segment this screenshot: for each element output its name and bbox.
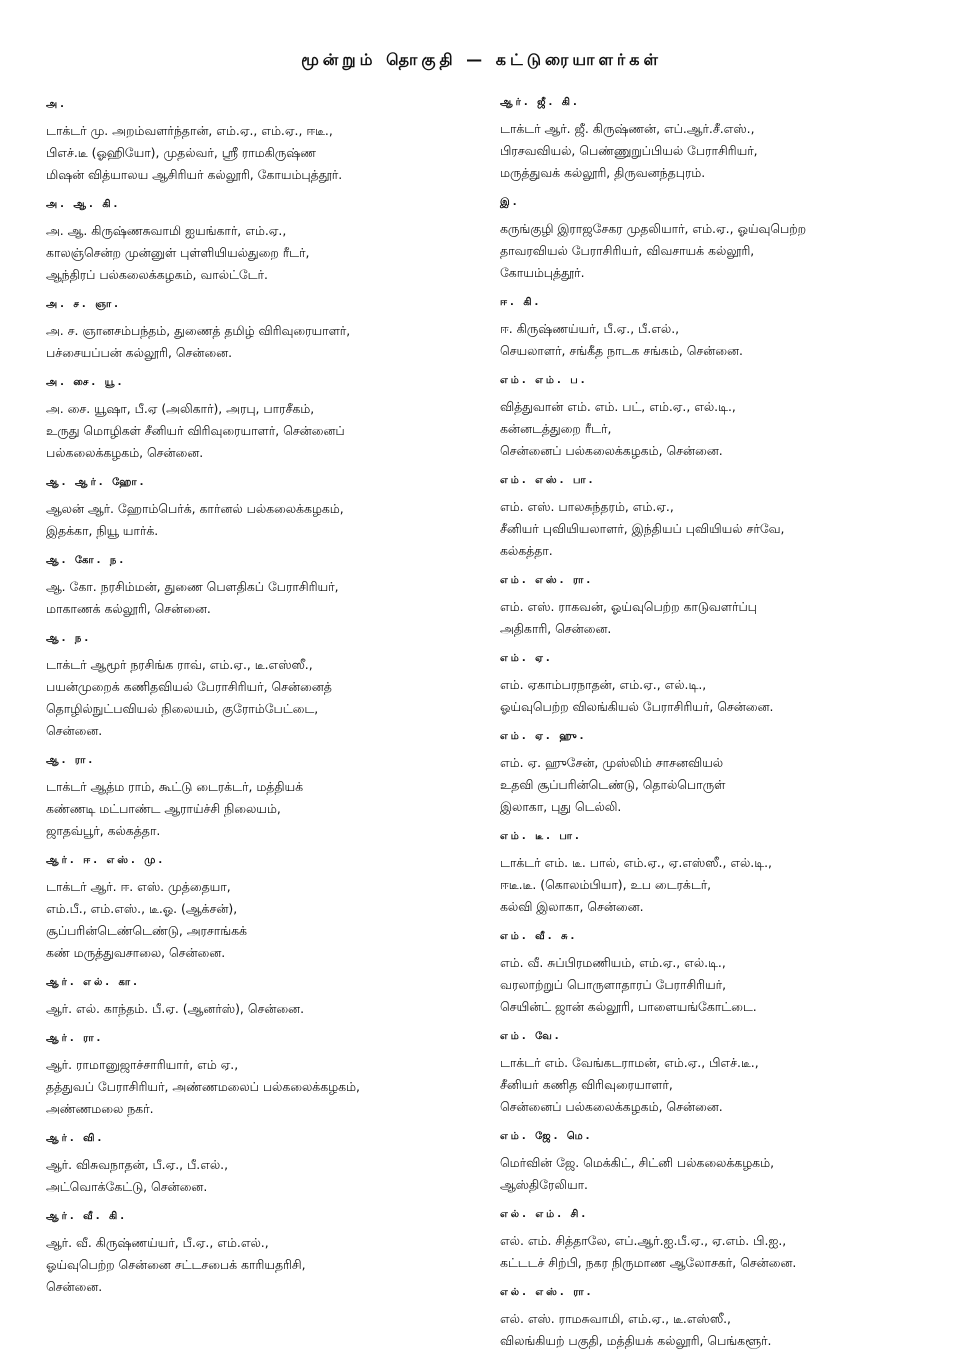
contributor-detail-line: அண்ணமலை நகர். bbox=[46, 1101, 154, 1116]
contributor-detail-line: மாகாணக் கல்லூரி, சென்னை. bbox=[46, 601, 211, 616]
contributor-detail-line: மெர்வின் ஜே. மெக்கிட், சிட்னி பல்கலைக்கழகம், bbox=[500, 1155, 775, 1170]
contributor-detail-line: தாவரவியல் பேராசிரியர், விவசாயக் கல்லூரி, bbox=[500, 243, 755, 258]
contributor-detail-line: அ. ச. ஞானசம்பந்தம், துணைத் தமிழ் விரிவுரையாளர், bbox=[46, 323, 351, 338]
contributor-abbreviation: எம். டீ. பா. bbox=[500, 831, 582, 842]
contributor-detail-line: ஜாதவ்பூர், கல்கத்தா. bbox=[46, 823, 161, 838]
contributor-entry bbox=[46, 98, 466, 186]
contributor-abbreviation: எம். எம். ப. bbox=[500, 375, 588, 386]
contributor-entry bbox=[500, 374, 940, 462]
contributor-abbreviation: அ. ஆ. கி. bbox=[46, 199, 121, 210]
contributor-detail-line: ஆலன் ஆர். ஹோம்பெர்க், கார்னல் பல்கலைக்கழகம், bbox=[46, 501, 344, 516]
contributor-entry bbox=[46, 554, 466, 620]
contributor-entry bbox=[500, 1286, 940, 1352]
contributor-entry bbox=[500, 930, 940, 1018]
contributor-entry bbox=[46, 632, 466, 742]
contributor-abbreviation: ஆ. ஆர். ஹோ. bbox=[46, 477, 147, 488]
contributor-detail-line: எல். எம். சித்தாலே, எப்.ஆர்.ஐ.பீ.ஏ., ஏ.எம். பி.ஐ., bbox=[500, 1233, 787, 1248]
contributor-detail-line: ஆர். விசுவநாதன், பீ.ஏ., பீ.எல்., bbox=[46, 1157, 229, 1172]
contributor-detail-line: சென்னைப் பல்கலைக்கழகம், சென்னை. bbox=[500, 443, 723, 458]
contributor-entry bbox=[46, 198, 466, 286]
contributor-entry bbox=[46, 476, 466, 542]
contributor-detail-line: உதவி சூப்பரின்டெண்டு, தொல்பொருள் bbox=[500, 777, 726, 792]
contributor-detail-line: இலாகா, புது டெல்லி. bbox=[500, 799, 622, 814]
contributor-entry bbox=[500, 1030, 940, 1118]
contributor-detail-line: பிரசவவியல், பெண்ணுறுப்பியல் பேராசிரியர், bbox=[500, 143, 758, 158]
contributor-detail-line: கண்ணடி மட்பாண்ட ஆராய்ச்சி நிலையம், bbox=[46, 801, 281, 816]
contributor-entry bbox=[500, 730, 940, 818]
contributor-entry bbox=[46, 976, 466, 1020]
contributor-detail-line: எம். ஏகாம்பரநாதன், எம்.ஏ., எல்.டி., bbox=[500, 677, 707, 692]
contributor-entry bbox=[46, 1132, 466, 1198]
contributor-abbreviation: அ. ச. ஞா. bbox=[46, 299, 121, 310]
contributor-detail-line: டாக்டர் மு. அறம்வளர்ந்தான், எம்.ஏ., எம்.ஏ., ஈடீ., bbox=[46, 123, 333, 138]
contributor-abbreviation: ஆர். ஜீ. கி. bbox=[500, 97, 580, 108]
contributor-detail-line: தத்துவப் பேராசிரியர், அண்ணமலைப் பல்கலைக்கழகம், bbox=[46, 1079, 360, 1094]
contributor-abbreviation: ஆர். வீ. கி. bbox=[46, 1211, 127, 1222]
contributor-entry bbox=[500, 96, 940, 184]
contributor-detail-line: வரலாற்றுப் பொருளாதாரப் பேராசிரியர், bbox=[500, 977, 727, 992]
contributor-abbreviation: எம். எஸ். ரா. bbox=[500, 575, 594, 586]
contributor-detail-line: ஆந்திரப் பல்கலைக்கழகம், வால்ட்டேர். bbox=[46, 267, 268, 282]
contributor-detail-line: சூப்பரின்டெண்டெண்டு, அரசாங்கக் bbox=[46, 923, 247, 938]
contributor-detail-line: கல்கத்தா. bbox=[500, 543, 553, 558]
contributor-detail-line: மருத்துவக் கல்லூரி, திருவனந்தபுரம். bbox=[500, 165, 706, 180]
contributor-detail-line: விலங்கியற் பகுதி, மத்தியக் கல்லூரி, பெங்களூர். bbox=[500, 1333, 772, 1348]
contributor-abbreviation: ஆர். எல். கா. bbox=[46, 977, 140, 988]
contributor-detail-line: எம்.பீ., எம்.எஸ்., டீ.ஓ. (ஆக்சன்), bbox=[46, 901, 238, 916]
right-column bbox=[500, 96, 940, 1364]
contributor-detail-line: ஆ. கோ. நரசிம்மன், துணை பௌதிகப் பேராசிரியர், bbox=[46, 579, 339, 594]
contributor-detail-line: பச்சையப்பன் கல்லூரி, சென்னை. bbox=[46, 345, 233, 360]
contributor-detail-line: அதிகாரி, சென்னை. bbox=[500, 621, 612, 636]
contributor-abbreviation: எம். வே. bbox=[500, 1031, 562, 1042]
contributor-detail-line: டாக்டர் ஆத்ம ராம், கூட்டு டைரக்டர், மத்தியக் bbox=[46, 779, 304, 794]
contributor-detail-line: டாக்டர் எம். டீ. பால், எம்.ஏ., ஏ.எஸ்ஸீ., எல்.டி., bbox=[500, 855, 772, 870]
contributor-detail-line: தொழில்நுட்பவியல் நிலையம், குரோம்பேட்டை, bbox=[46, 701, 319, 716]
contributor-abbreviation: எம். ஜே. மெ. bbox=[500, 1131, 593, 1142]
contributor-detail-line: ஆர். ராமானுஜாச்சாரியார், எம் ஏ., bbox=[46, 1057, 239, 1072]
contributor-detail-line: எம். எஸ். ராகவன், ஓய்வுபெற்ற காடுவளர்ப்பு bbox=[500, 599, 757, 614]
contributor-entry bbox=[500, 574, 940, 640]
contributor-abbreviation: எம். எஸ். பா. bbox=[500, 475, 596, 486]
contributor-entry bbox=[500, 1130, 940, 1196]
contributor-entry bbox=[46, 1210, 466, 1298]
contributor-abbreviation: இ. bbox=[500, 197, 520, 208]
contributor-entry bbox=[46, 298, 466, 364]
contributor-abbreviation: அ. bbox=[46, 99, 67, 110]
contributor-abbreviation: எம். ஏ. bbox=[500, 653, 553, 664]
contributor-detail-line: சென்னை. bbox=[46, 723, 103, 738]
contributor-abbreviation: ஆர். ஈ. எஸ். மு. bbox=[46, 855, 166, 866]
contributor-entry bbox=[46, 376, 466, 464]
contributor-detail-line: கோயம்புத்தூர். bbox=[500, 265, 585, 280]
contributor-abbreviation: அ. சை. யூ. bbox=[46, 377, 125, 388]
contributor-abbreviation: ஆர். வி. bbox=[46, 1133, 105, 1144]
contributor-detail-line: ஆர். எல். காந்தம். பீ.ஏ. (ஆனர்ஸ்), சென்னை. bbox=[46, 1001, 305, 1016]
contributor-entry bbox=[46, 754, 466, 842]
contributor-detail-line: உருது மொழிகள் சீனியர் விரிவுரையாளர், சென்னைப் bbox=[46, 423, 345, 438]
contributor-detail-line: டாக்டர் ஆர். ஈ. எஸ். முத்தையா, bbox=[46, 879, 231, 894]
contributor-detail-line: அட்வொக்கேட்டு, சென்னை. bbox=[46, 1179, 208, 1194]
contributor-detail-line: காலஞ்சென்ற முன்னுள் புள்ளியியல்துறை ரீடர், bbox=[46, 245, 310, 260]
contributor-detail-line: வித்துவான் எம். எம். பட், எம்.ஏ., எல்.டி., bbox=[500, 399, 736, 414]
contributor-detail-line: எம். வீ. சுப்பிரமணியம், எம்.ஏ., எல்.டி., bbox=[500, 955, 726, 970]
contributor-detail-line: ஈடீ.டீ. (கொலம்பியா), உப டைரக்டர், bbox=[500, 877, 712, 892]
contributor-detail-line: எல். எஸ். ராமசுவாமி, எம்.ஏ., டீ.எஸ்ஸீ., bbox=[500, 1311, 731, 1326]
contributor-detail-line: எம். ஏ. ஹுசேன், முஸ்லிம் சாசனவியல் bbox=[500, 755, 724, 770]
contributor-detail-line: ஆஸ்திரேலியா. bbox=[500, 1177, 588, 1192]
contributor-detail-line: கட்டடச் சிற்பி, நகர நிருமாண ஆலோசகர், சென்னை. bbox=[500, 1255, 797, 1270]
contributor-detail-line: பிஎச்.டீ (ஓஹியோ), முதல்வர், ஸ்ரீ ராமகிருஷ்ண bbox=[46, 145, 316, 160]
contributor-detail-line: கருங்குழி இராஜசேகர முதலியார், எம்.ஏ., ஓய்வுபெற்ற bbox=[500, 221, 807, 236]
contributor-entry bbox=[500, 1208, 940, 1274]
contributor-detail-line: ஓய்வுபெற்ற விலங்கியல் பேராசிரியர், சென்னை. bbox=[500, 699, 774, 714]
contributor-abbreviation: எல். எஸ். ரா. bbox=[500, 1287, 594, 1298]
contributor-detail-line: சீனியர் கணித விரிவுரையாளர், bbox=[500, 1077, 673, 1092]
contributor-detail-line: சென்னைப் பல்கலைக்கழகம், சென்னை. bbox=[500, 1099, 723, 1114]
contributor-abbreviation: எம். ஏ. ஹு. bbox=[500, 731, 587, 742]
contributor-entry bbox=[500, 474, 940, 562]
contributor-detail-line: ஓய்வுபெற்ற சென்னை சட்டசபைக் காரியதரிசி, bbox=[46, 1257, 306, 1272]
contributor-detail-line: மிஷன் வித்யாலய ஆசிரியர் கல்லூரி, கோயம்புத்தூர். bbox=[46, 167, 343, 182]
contributor-abbreviation: எம். வீ. சு. bbox=[500, 931, 578, 942]
contributor-detail-line: எம். எஸ். பாலசுந்தரம், எம்.ஏ., bbox=[500, 499, 674, 514]
contributor-abbreviation: எல். எம். சி. bbox=[500, 1209, 589, 1220]
contributor-detail-line: பல்கலைக்கழகம், சென்னை. bbox=[46, 445, 204, 460]
contributor-detail-line: செயலாளர், சங்கீத நாடக சங்கம், சென்னை. bbox=[500, 343, 743, 358]
contributor-detail-line: பயன்முறைக் கணிதவியல் பேராசிரியர், சென்னைத் bbox=[46, 679, 332, 694]
contributor-abbreviation: ஈ. கி. bbox=[500, 297, 542, 308]
contributor-detail-line: அ. சை. யூஷா, பீ.ஏ (அலிகார்), அரபு, பாரசீகம், bbox=[46, 401, 315, 416]
contributor-abbreviation: ஆ. கோ. ந. bbox=[46, 555, 127, 566]
contributor-detail-line: ஆர். வீ. கிருஷ்ணய்யர், பீ.ஏ., எம்.எல்., bbox=[46, 1235, 269, 1250]
contributor-detail-line: கல்வி இலாகா, சென்னை. bbox=[500, 899, 644, 914]
contributor-detail-line: இதக்கா, நியூ யார்க். bbox=[46, 523, 159, 538]
contributor-detail-line: டாக்டர் ஆர். ஜீ. கிருஷ்ணன், எப்.ஆர்.சீ.எஸ்., bbox=[500, 121, 755, 136]
contributor-abbreviation: ஆ. ந. bbox=[46, 633, 92, 644]
contributor-detail-line: கன்னடத்துறை ரீடர், bbox=[500, 421, 612, 436]
contributor-detail-line: அ. ஆ. கிருஷ்ணசுவாமி ஐயங்கார், எம்.ஏ., bbox=[46, 223, 287, 238]
contributor-detail-line: செயின்ட் ஜான் கல்லூரி, பாளையங்கோட்டை. bbox=[500, 999, 757, 1014]
contributor-detail-line: சீனியர் புவியியலாளர், இந்தியப் புவியியல் சர்வே, bbox=[500, 521, 785, 536]
contributor-entry bbox=[46, 854, 466, 964]
contributor-entry bbox=[500, 196, 940, 284]
contributor-abbreviation: ஆர். ரா. bbox=[46, 1033, 104, 1044]
contributor-detail-line: டாக்டர் ஆமூர் நரசிங்க ராவ், எம்.ஏ., டீ.எஸ்ஸீ., bbox=[46, 657, 313, 672]
contributor-entry bbox=[500, 652, 940, 718]
contributor-entry bbox=[46, 1032, 466, 1120]
contributor-abbreviation: ஆ. ரா. bbox=[46, 755, 96, 766]
left-column bbox=[46, 98, 466, 1310]
contributor-entry bbox=[500, 296, 940, 362]
contributor-detail-line: கண் மருத்துவசாலை, சென்னை. bbox=[46, 945, 226, 960]
contributor-detail-line: டாக்டர் எம். வேங்கடராமன், எம்.ஏ., பிஎச்.டீ., bbox=[500, 1055, 759, 1070]
contributor-detail-line: ஈ. கிருஷ்ணய்யர், பீ.ஏ., பீ.எல்., bbox=[500, 321, 680, 336]
page-title: மூன்றும் தொகுதி — கட்டுரையாளர்கள் bbox=[301, 50, 662, 69]
contributor-entry bbox=[500, 830, 940, 918]
contributor-detail-line: சென்னை. bbox=[46, 1279, 103, 1294]
